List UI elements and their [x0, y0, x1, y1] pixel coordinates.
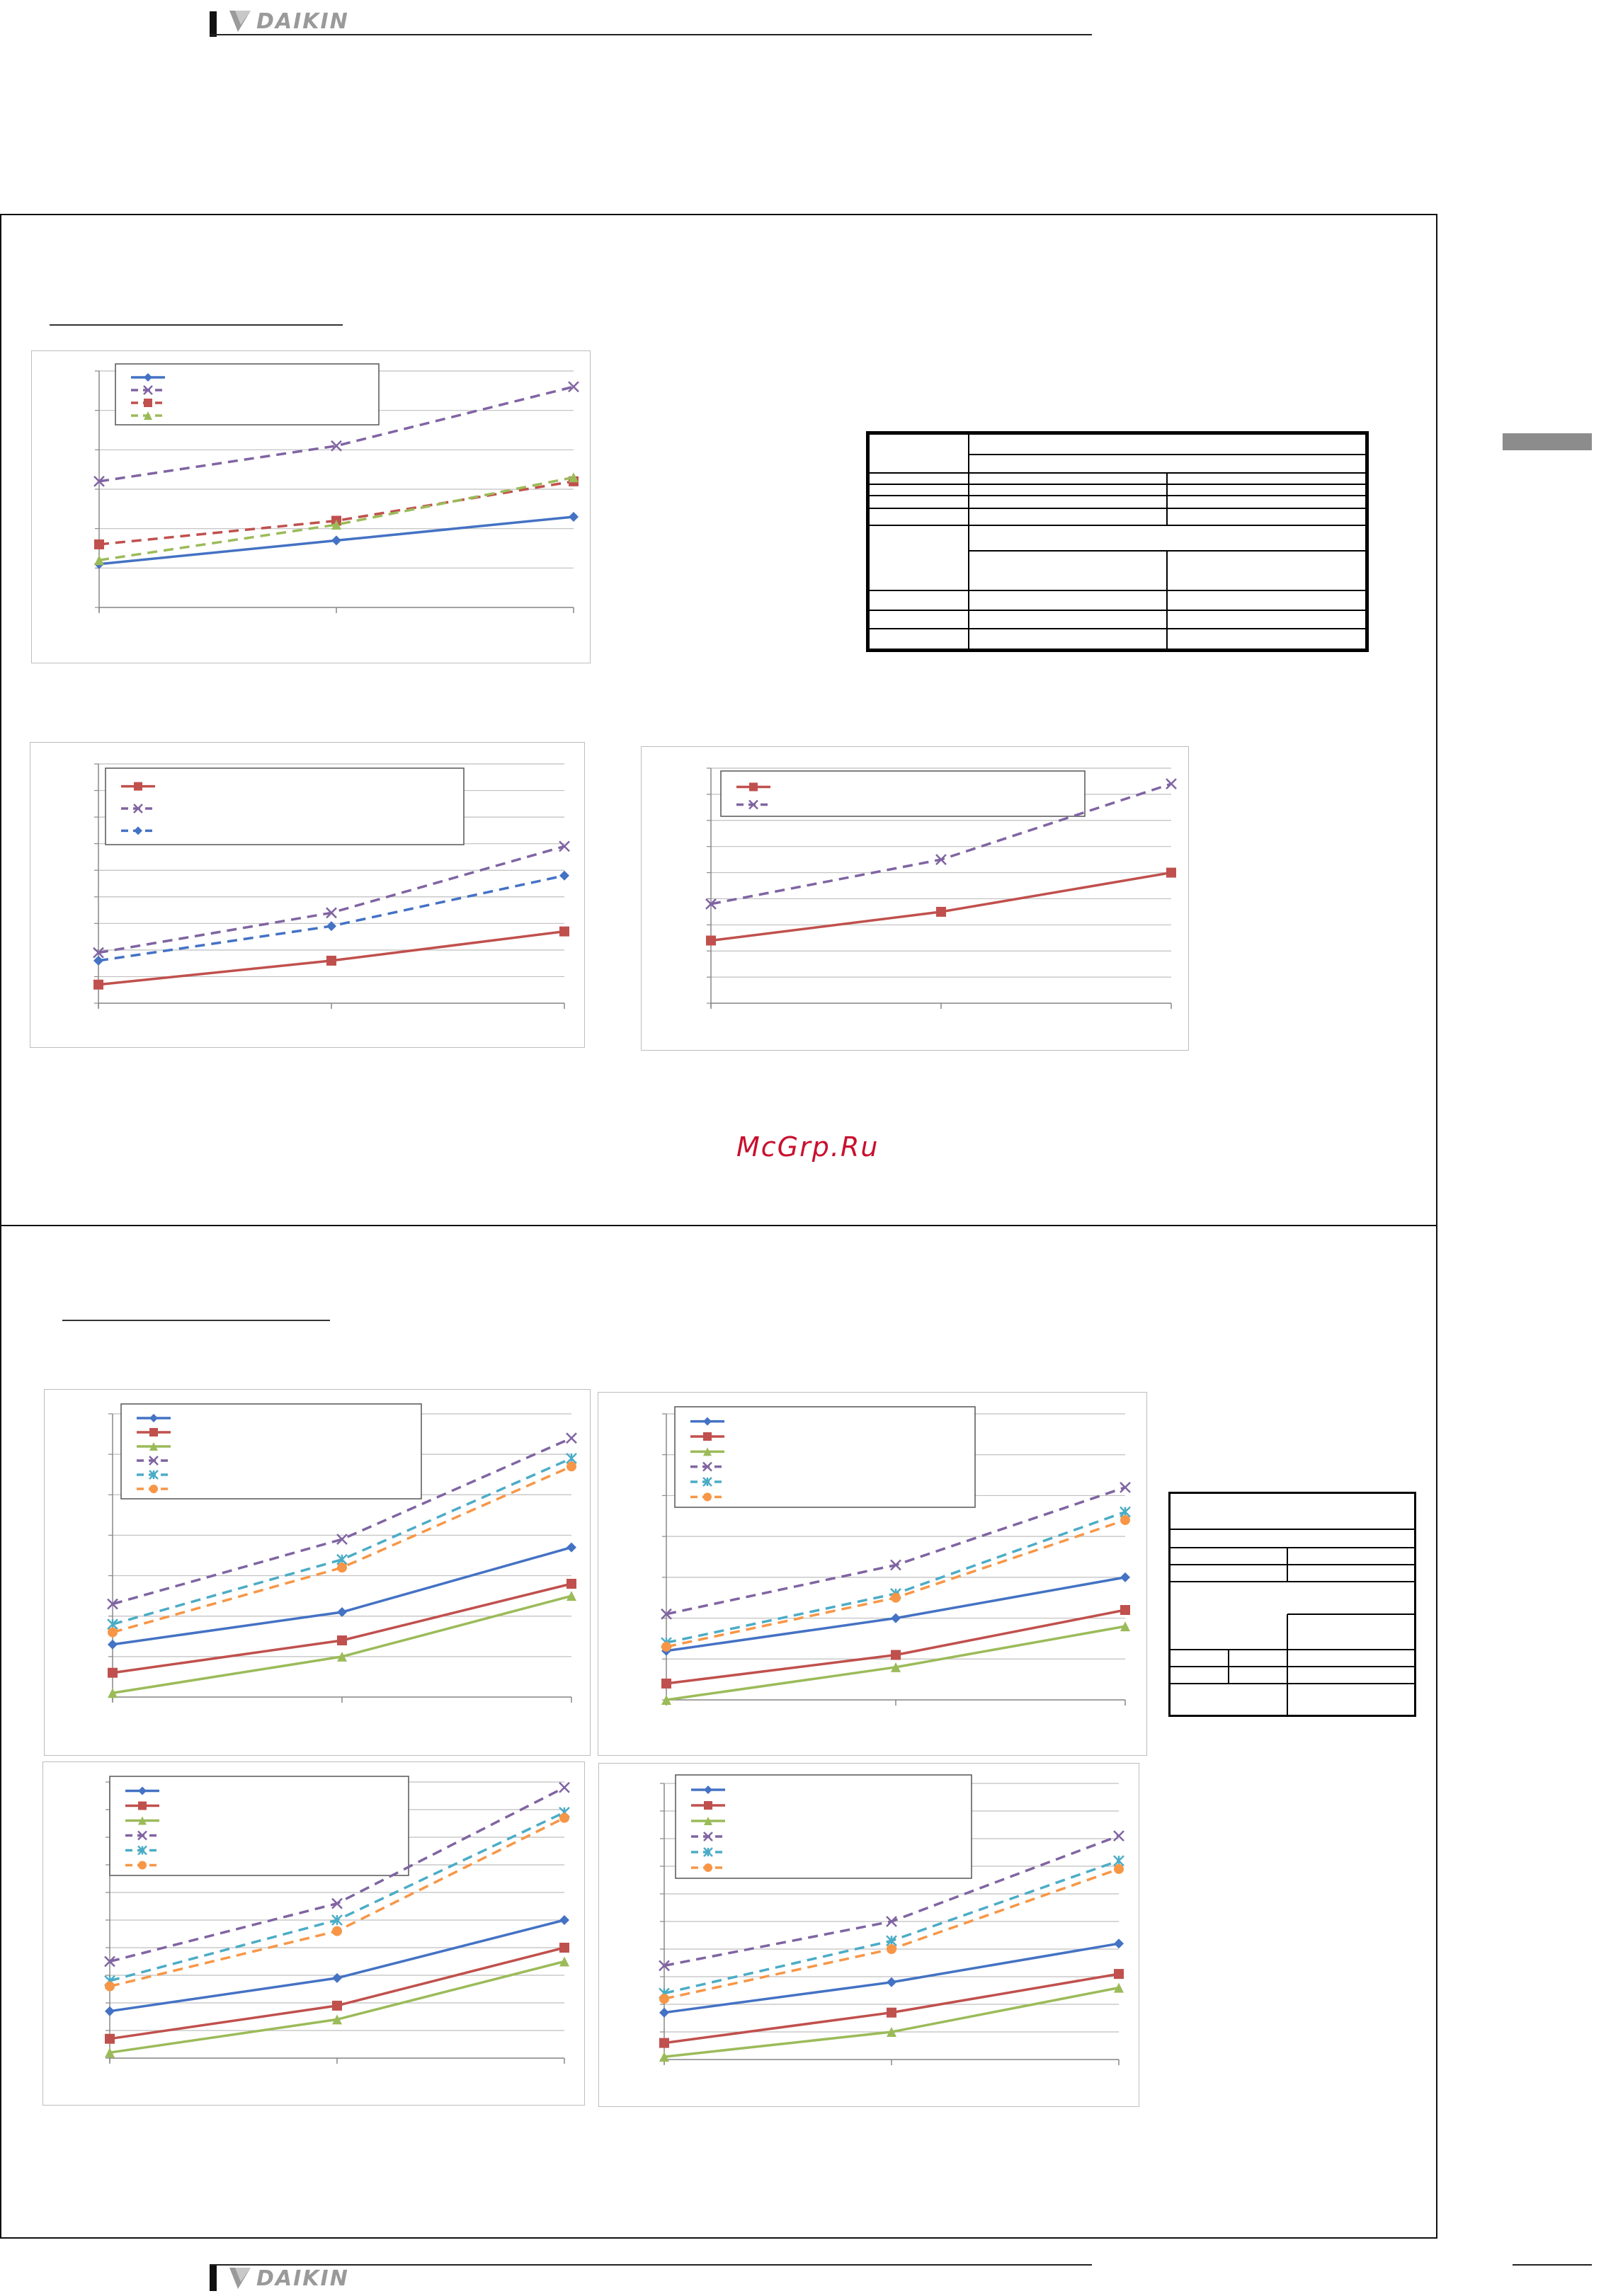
data-point — [566, 1433, 576, 1443]
legend-marker — [703, 1432, 712, 1441]
data-point — [332, 2001, 342, 2011]
watermark: McGrp.Ru — [736, 1131, 879, 1163]
data-point — [659, 2038, 669, 2048]
section-2-heading-rule — [62, 1320, 330, 1321]
data-point — [659, 1994, 669, 2004]
legend-marker — [704, 1863, 712, 1872]
data-point — [1114, 1938, 1124, 1948]
header-logo-bar — [210, 11, 217, 37]
header-logo — [228, 8, 349, 34]
footer-logo-bar — [210, 2266, 217, 2291]
data-point — [661, 1679, 671, 1689]
data-point — [1166, 868, 1176, 878]
chart-1-svg — [32, 351, 591, 664]
data-point — [559, 871, 569, 881]
spec-table-2-grid — [1171, 1494, 1414, 1715]
data-point — [936, 907, 946, 917]
data-point — [706, 935, 716, 945]
data-point — [566, 1543, 576, 1553]
daikin-logo-icon — [228, 9, 252, 33]
series-line — [664, 1861, 1119, 1993]
spec-table-2 — [1168, 1492, 1416, 1717]
data-point — [887, 1977, 896, 1987]
page-number-rule — [1513, 2264, 1592, 2266]
chart-6-svg — [43, 1762, 586, 2106]
legend-marker — [134, 782, 142, 791]
chart-6 — [42, 1761, 585, 2106]
legend-marker — [704, 1801, 712, 1810]
footer-brand: DAIKIN — [256, 2266, 349, 2291]
footer-logo — [228, 2266, 349, 2291]
series-line — [664, 1988, 1119, 2057]
data-point — [108, 1640, 118, 1650]
legend-marker — [138, 1861, 147, 1870]
chart-7-svg — [599, 1764, 1140, 2108]
data-point — [326, 956, 336, 966]
data-point — [1114, 1831, 1124, 1841]
data-point — [569, 512, 579, 522]
data-point — [559, 927, 569, 937]
section-1-heading-rule — [50, 324, 343, 326]
data-point — [108, 1668, 118, 1678]
legend-marker — [749, 783, 758, 792]
chart-1 — [31, 350, 591, 663]
legend-box — [115, 364, 379, 425]
legend-marker — [138, 1802, 147, 1810]
section-tab — [1503, 433, 1592, 450]
series-line — [711, 873, 1171, 941]
chart-5-svg — [598, 1393, 1148, 1757]
data-point — [566, 1461, 576, 1471]
legend-marker — [144, 399, 152, 407]
legend-box — [106, 768, 464, 845]
data-point — [566, 1579, 576, 1589]
data-point — [337, 1563, 347, 1572]
data-point — [891, 1593, 901, 1603]
chart-2 — [30, 742, 585, 1048]
data-point — [332, 1926, 342, 1936]
data-point — [105, 1982, 115, 1992]
data-point — [1120, 1515, 1130, 1525]
data-point — [1120, 1605, 1130, 1615]
data-point — [659, 2008, 669, 2018]
chart-4 — [44, 1389, 591, 1756]
chart-3-svg — [642, 747, 1190, 1051]
data-point — [94, 539, 104, 549]
data-point — [332, 1973, 342, 1983]
data-point — [887, 1944, 896, 1954]
data-point — [891, 1650, 901, 1660]
data-point — [326, 921, 336, 931]
data-point — [337, 1635, 347, 1645]
data-point — [1120, 1572, 1130, 1582]
daikin-logo-icon — [228, 2266, 252, 2290]
data-point — [559, 1943, 569, 1953]
spec-table-1 — [866, 431, 1369, 652]
header-brand: DAIKIN — [256, 8, 349, 34]
legend-marker — [149, 1428, 158, 1437]
chart-5 — [598, 1392, 1147, 1756]
chart-2-svg — [30, 743, 586, 1049]
data-point — [93, 980, 103, 990]
chart-7 — [598, 1763, 1139, 2107]
data-point — [891, 1614, 901, 1623]
series-line — [98, 846, 564, 952]
chart-3 — [641, 746, 1189, 1051]
legend-marker — [703, 1492, 712, 1501]
data-point — [559, 1783, 569, 1793]
chart-4-svg — [45, 1390, 591, 1757]
data-point — [661, 1642, 671, 1652]
series-line — [98, 876, 564, 961]
legend-box — [721, 771, 1085, 816]
data-point — [105, 2006, 115, 2016]
data-point — [887, 2008, 896, 2018]
spec-table-1-grid — [870, 435, 1365, 649]
legend-marker — [149, 1485, 158, 1493]
data-point — [559, 1813, 569, 1823]
header-rule — [210, 34, 1092, 35]
data-point — [1114, 1864, 1124, 1874]
data-point — [108, 1628, 118, 1638]
data-point — [559, 1915, 569, 1925]
data-point — [337, 1607, 347, 1617]
data-point — [1114, 1969, 1124, 1979]
data-point — [105, 2034, 115, 2044]
data-point — [331, 535, 341, 545]
